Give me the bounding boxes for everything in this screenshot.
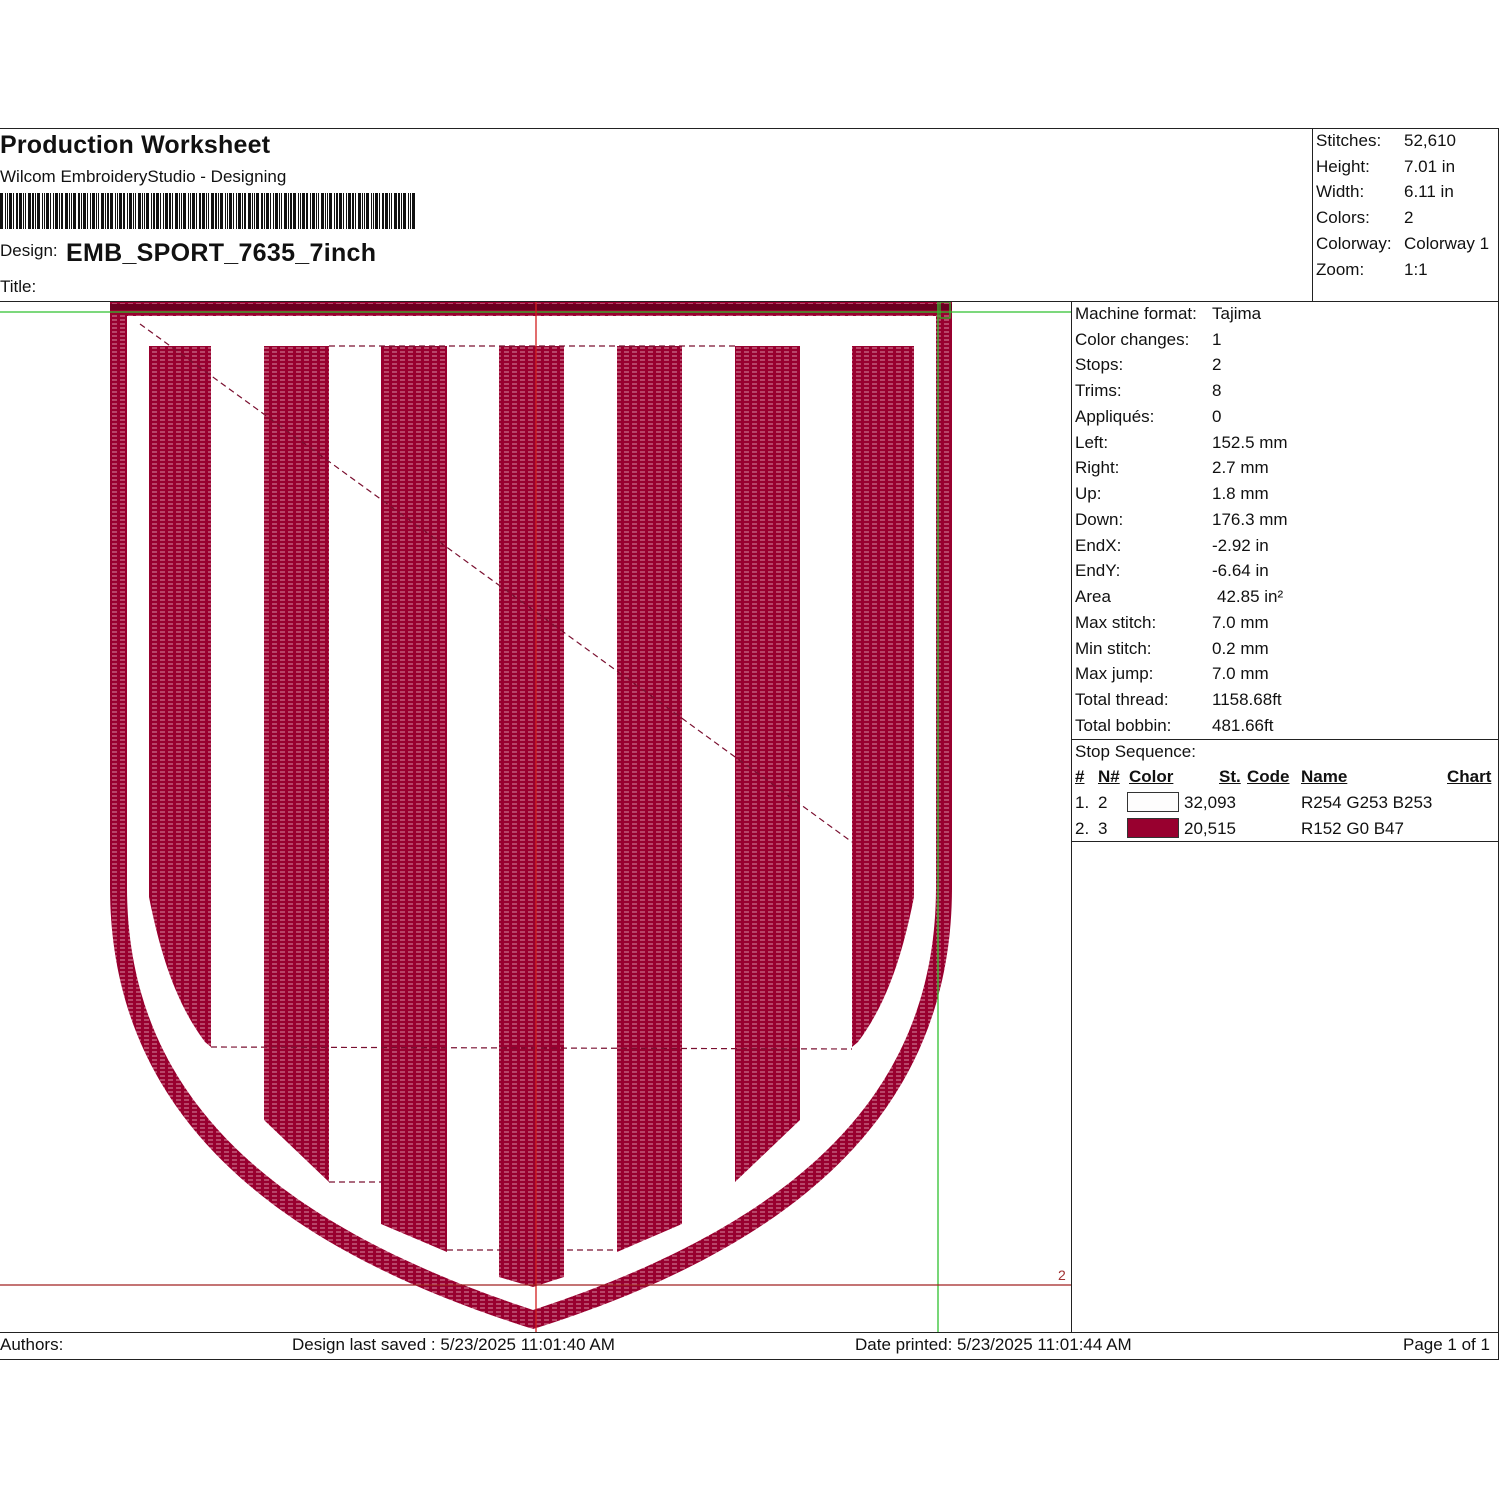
area-label: Area: [1075, 587, 1111, 606]
date-printed: Date printed: 5/23/2025 11:01:44 AM: [855, 1335, 1132, 1354]
row-num: 2.: [1075, 819, 1090, 838]
col-color: Color: [1129, 767, 1174, 786]
height-label: Height:: [1316, 157, 1370, 176]
design-last-saved: Design last saved : 5/23/2025 11:01:40 AM: [292, 1335, 615, 1354]
authors-label: Authors:: [0, 1335, 64, 1354]
row-stitches: 20,515: [1184, 819, 1236, 838]
left-label: Left:: [1075, 433, 1109, 452]
zoom-value: 1:1: [1404, 260, 1428, 279]
down-value: 176.3 mm: [1212, 510, 1288, 529]
production-worksheet: [0, 128, 1499, 1360]
divider: [1071, 739, 1498, 740]
machine-format-label: Machine format:: [1075, 304, 1197, 323]
endx-label: EndX:: [1075, 536, 1122, 555]
trims-label: Trims:: [1075, 381, 1122, 400]
min-stitch-value: 0.2 mm: [1212, 639, 1269, 658]
trims-value: 8: [1212, 381, 1222, 400]
divider: [1071, 841, 1498, 842]
stops-value: 2: [1212, 355, 1222, 374]
total-bobbin-value: 481.66ft: [1212, 716, 1274, 735]
divider: [0, 1332, 1498, 1333]
page-number: Page 1 of 1: [1403, 1335, 1490, 1354]
right-value: 2.7 mm: [1212, 458, 1269, 477]
stitches-value: 52,610: [1404, 131, 1456, 150]
row-color-name: R152 G0 B47: [1301, 819, 1405, 838]
width-value: 6.11 in: [1404, 182, 1454, 201]
col-name: Name: [1301, 767, 1348, 786]
right-label: Right:: [1075, 458, 1120, 477]
endy-label: EndY:: [1075, 561, 1121, 580]
color-swatch: [1127, 818, 1179, 838]
stitches-label: Stitches:: [1316, 131, 1382, 150]
width-label: Width:: [1316, 182, 1365, 201]
stop-marker: 2: [1058, 1267, 1066, 1283]
total-bobbin-label: Total bobbin:: [1075, 716, 1172, 735]
endy-value: -6.64 in: [1212, 561, 1269, 580]
total-thread-value: 1158.68ft: [1212, 690, 1282, 709]
down-label: Down:: [1075, 510, 1124, 529]
machine-format-value: Tajima: [1212, 304, 1262, 323]
stop-sequence-label: Stop Sequence:: [1075, 742, 1196, 761]
max-stitch-label: Max stitch:: [1075, 613, 1157, 632]
worksheet-title: Production Worksheet: [0, 131, 271, 159]
row-num: 1.: [1075, 793, 1090, 812]
up-value: 1.8 mm: [1212, 484, 1269, 503]
height-value: 7.01 in: [1404, 157, 1456, 176]
design-label: Design:: [0, 241, 58, 260]
total-thread-label: Total thread:: [1075, 690, 1169, 709]
col-stitches: St.: [1219, 767, 1241, 786]
max-jump-label: Max jump:: [1075, 664, 1154, 683]
color-changes-label: Color changes:: [1075, 330, 1190, 349]
barcode: [0, 193, 418, 229]
appliques-value: 0: [1212, 407, 1222, 426]
colors-value: 2: [1404, 208, 1414, 227]
col-needle: N#: [1098, 767, 1120, 786]
zoom-label: Zoom:: [1316, 260, 1365, 279]
max-jump-value: 7.0 mm: [1212, 664, 1269, 683]
max-stitch-value: 7.0 mm: [1212, 613, 1269, 632]
row-stitches: 32,093: [1184, 793, 1236, 812]
col-code: Code: [1247, 767, 1290, 786]
colorway-label: Colorway:: [1316, 234, 1392, 253]
col-chart: Chart: [1447, 767, 1492, 786]
colorway-value: Colorway 1: [1404, 234, 1490, 253]
row-needle: 3: [1098, 819, 1108, 838]
design-preview: [0, 302, 1071, 1332]
endx-value: -2.92 in: [1212, 536, 1269, 555]
appliques-label: Appliqués:: [1075, 407, 1155, 426]
worksheet-header: [0, 129, 1312, 301]
stops-label: Stops:: [1075, 355, 1124, 374]
left-value: 152.5 mm: [1212, 433, 1288, 452]
divider: [1071, 301, 1072, 1332]
title-label: Title:: [0, 277, 37, 296]
up-label: Up:: [1075, 484, 1102, 503]
design-name: EMB_SPORT_7635_7inch: [66, 239, 377, 267]
area-value: 42.85 in²: [1217, 587, 1284, 606]
row-needle: 2: [1098, 793, 1108, 812]
min-stitch-label: Min stitch:: [1075, 639, 1152, 658]
col-num: #: [1075, 767, 1085, 786]
row-color-name: R254 G253 B253: [1301, 793, 1433, 812]
colors-label: Colors:: [1316, 208, 1370, 227]
software-name: Wilcom EmbroideryStudio - Designing: [0, 167, 287, 186]
color-changes-value: 1: [1212, 330, 1222, 349]
divider: [1312, 129, 1313, 301]
color-swatch: [1127, 792, 1179, 812]
